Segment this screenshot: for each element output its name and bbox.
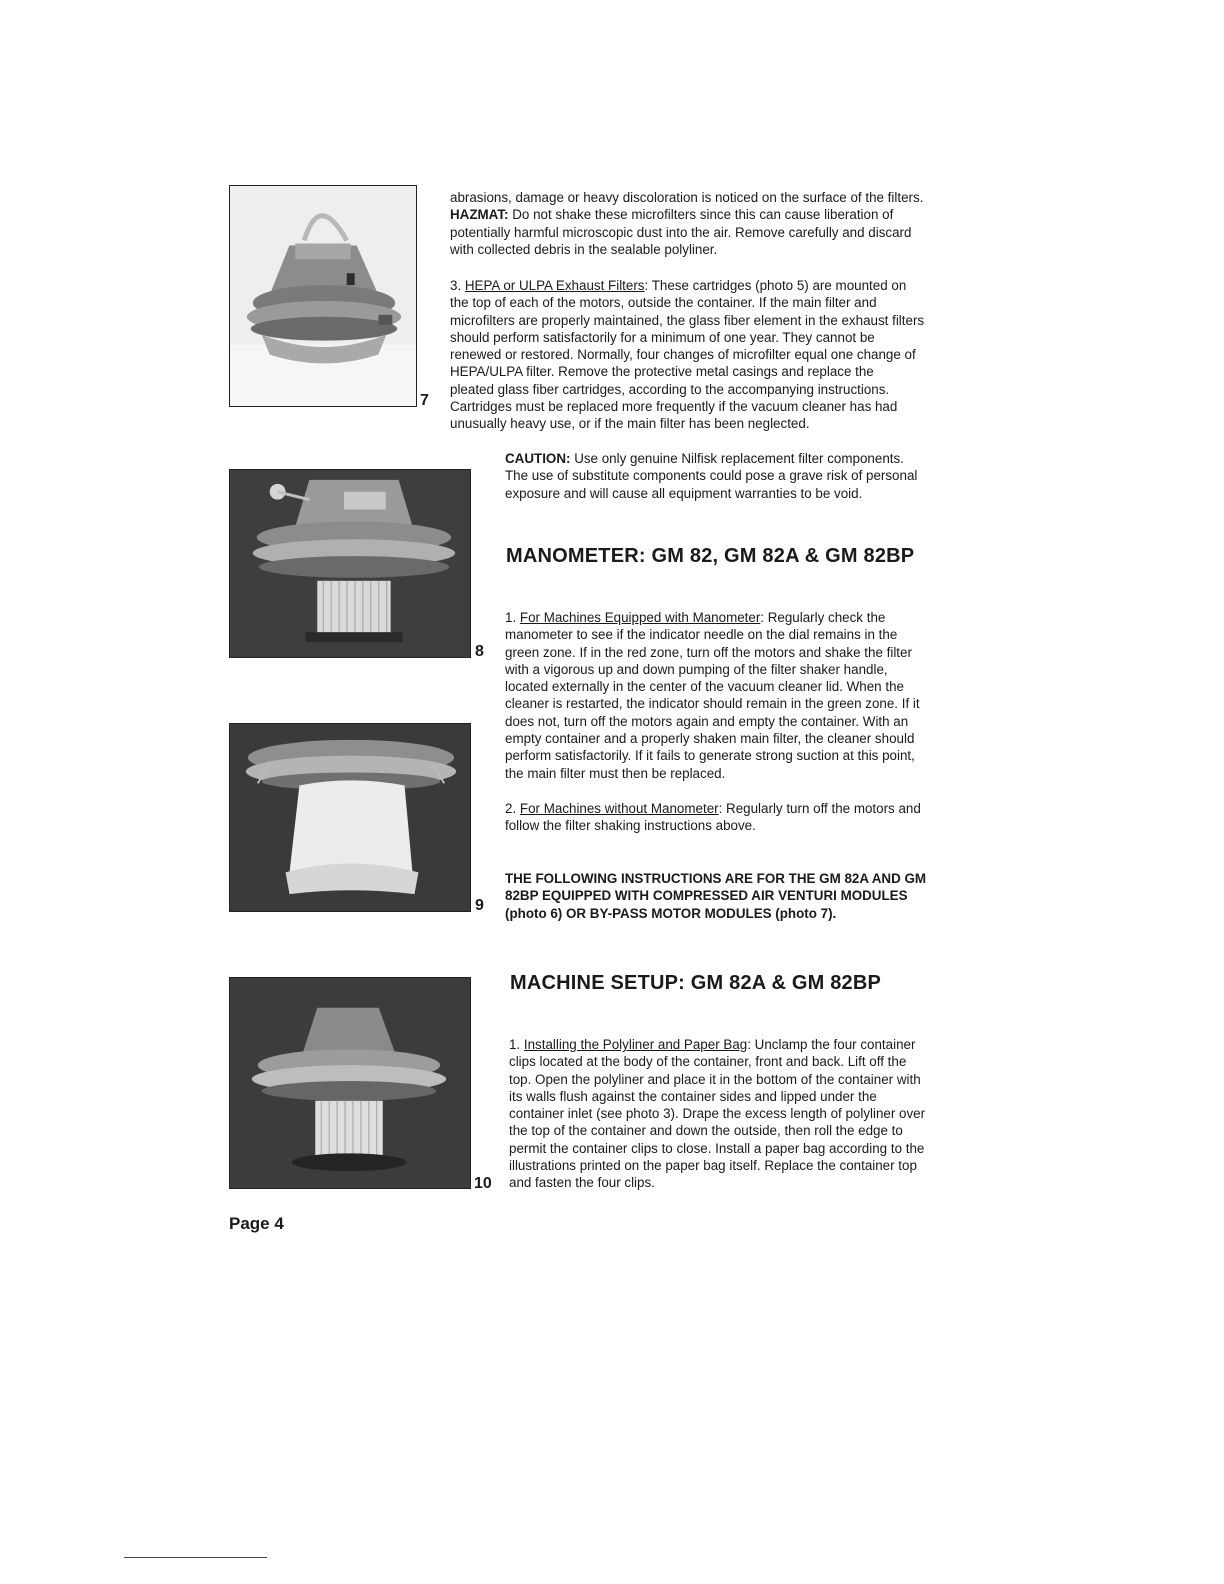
paragraph-following-instructions [505, 870, 926, 922]
with-manometer-subheading: For Machines Equipped with Manometer [519, 610, 761, 625]
text-line: pleated glass fiber cartridges, according to the accompanying instructions. [450, 381, 890, 397]
text-line: container inlet (see photo 3). Drape the excess length of polyliner over [509, 1106, 926, 1122]
text-line: CAUTION: Use only genuine Nilfisk replacement filter components. [505, 451, 904, 466]
text-line: 82BP EQUIPPED WITH COMPRESSED AIR VENTURI MODULES [505, 888, 908, 904]
footnote-divider [124, 1557, 267, 1558]
photo-7 [229, 185, 417, 407]
heading-manometer: MANOMETER: GM 82, GM 82A & GM 82BP [506, 545, 915, 567]
text-line: and fasten the four clips. [509, 1175, 655, 1191]
text-line: 1. For Machines Equipped with Manometer: Regularly check the [505, 610, 886, 625]
text-line: abrasions, damage or heavy discoloration is noticed on the surface of the filters. [450, 190, 924, 205]
paragraph-without-manometer [505, 800, 921, 835]
text-line: the main filter must then be replaced. [505, 765, 726, 781]
text-line: empty container and a properly shaken main filter, the cleaner should [505, 731, 915, 747]
polyliner-subheading: Installing the Polyliner and Paper Bag [523, 1037, 748, 1052]
photo-7-number: 7 [420, 392, 429, 409]
photo-9 [229, 723, 471, 912]
text-line: permit the container clips to close. Install a paper bag according to the [509, 1140, 925, 1156]
text-line: clips located at the body of the container, front and back. Lift off the [509, 1054, 907, 1070]
photo-10 [229, 977, 471, 1189]
text-line: renewed or restored. Normally, four changes of microfilter equal one change of [450, 347, 916, 363]
text-line: Cartridges must be replaced more frequently if the vacuum cleaner has had [450, 399, 898, 415]
text-line: THE FOLLOWING INSTRUCTIONS ARE FOR THE GM 82A AND GM [505, 871, 927, 886]
text-line: (photo 6) OR BY-PASS MOTOR MODULES (photo 7). [505, 905, 837, 921]
photo-8 [229, 469, 471, 658]
text-line: 3. HEPA or ULPA Exhaust Filters: These cartridges (photo 5) are mounted on [450, 278, 907, 293]
text-line: 1. Installing the Polyliner and Paper Bag: Unclamp the four container [509, 1037, 916, 1052]
text-line: HAZMAT: Do not shake these microfilters since this can cause liberation of [450, 207, 894, 223]
text-line: manometer to see if the indicator needle on the dial remains in the [505, 627, 898, 643]
photo-9-number: 9 [475, 897, 484, 914]
text-line: does not, turn off the motors again and empty the container. With an [505, 713, 909, 729]
text-line: with a vigorous up and down pumping of the filter shaker handle, [505, 661, 888, 677]
page-number: Page 4 [229, 1214, 284, 1233]
text-line: exposure and will cause all equipment warranties to be void. [505, 485, 863, 501]
heading-machine-setup: MACHINE SETUP: GM 82A & GM 82BP [510, 972, 882, 994]
text-line: should perform satisfactorily for a minimum of one year. They cannot be [450, 329, 875, 345]
text-line: potentially harmful microscopic dust into the air. Remove carefully and discard [450, 224, 912, 240]
text-line: top. Open the polyliner and place it in the bottom of the container with [509, 1071, 921, 1087]
without-manometer-subheading: For Machines without Manometer [519, 801, 719, 816]
text-line: the top of each of the motors, outside the container. If the main filter and [450, 295, 877, 311]
text-line: unusually heavy use, or if the main filter has been neglected. [450, 416, 810, 432]
text-line: its walls flush against the container sides and lipped under the [509, 1088, 877, 1104]
text-line: with collected debris in the sealable polyliner. [450, 241, 718, 257]
paragraph-caution [505, 450, 917, 502]
caution-label: CAUTION: [505, 451, 571, 466]
paragraph-with-manometer [505, 609, 920, 782]
photo-8-number: 8 [475, 643, 484, 660]
text-line: the top of the container and down the outside, then roll the edge to [509, 1123, 903, 1139]
text-line: green zone. If in the red zone, turn off the motors and shake the filter [505, 644, 912, 660]
text-line: illustrations printed on the paper bag itself. Replace the container top [509, 1158, 917, 1174]
hazmat-label: HAZMAT: [450, 207, 509, 223]
text-line: 2. For Machines without Manometer: Regularly turn off the motors and [505, 801, 921, 816]
text-line: microfilters are properly maintained, the glass fiber element in the exhaust filters [450, 312, 925, 328]
text-line: cleaner is restarted, the indicator should remain in the green zone. If it [505, 696, 920, 712]
photo-10-number: 10 [474, 1175, 492, 1192]
paragraph-polyliner-install [509, 1036, 925, 1192]
hepa-subheading: HEPA or ULPA Exhaust Filters [464, 278, 645, 293]
text-line: The use of substitute components could pose a grave risk of personal [505, 468, 918, 484]
text-line: perform satisfactorily. If it fails to generate strong suction at this point, [505, 748, 915, 764]
paragraph-hepa-filters [450, 277, 924, 433]
paragraph-filter-inspection [450, 189, 923, 258]
text-line: HEPA/ULPA filter. Remove the protective metal casings and replace the [450, 364, 874, 380]
text-line: follow the filter shaking instructions above. [505, 818, 756, 834]
text-line: located externally in the center of the vacuum cleaner lid. When the [505, 679, 904, 695]
